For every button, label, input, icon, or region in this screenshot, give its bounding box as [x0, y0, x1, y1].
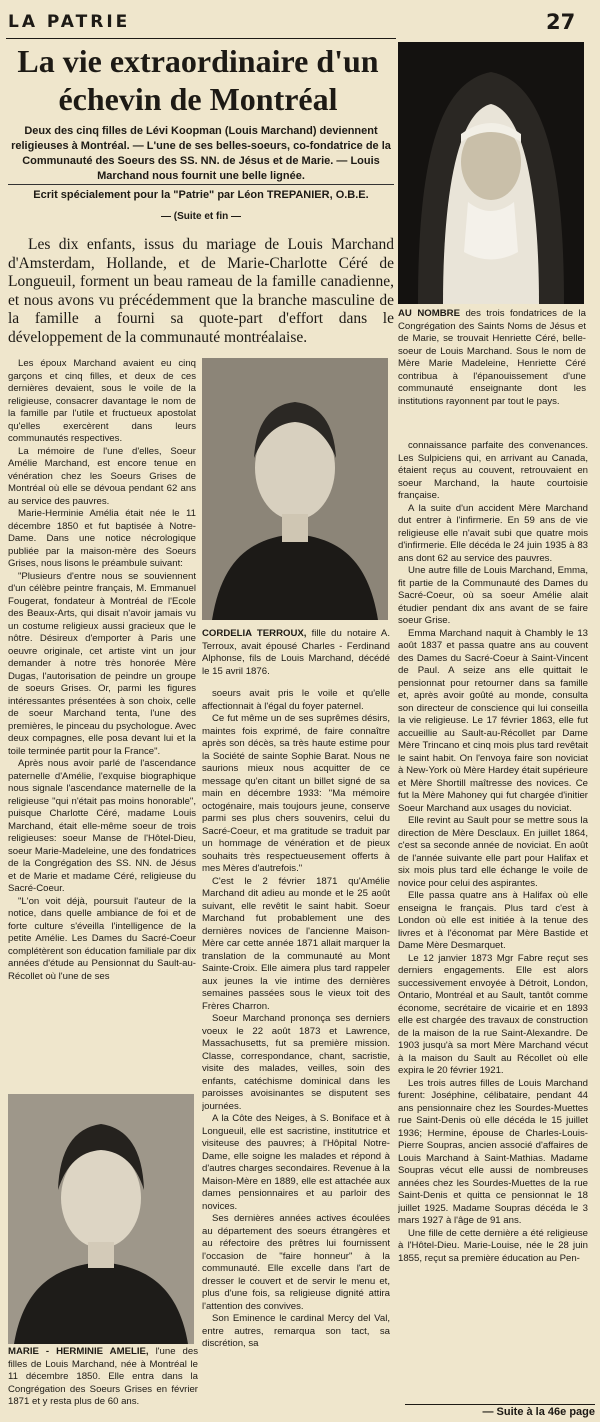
- col3-paragraph: Elle revint au Sault pour se mettre sous la direction de Mère Desclaux. En juillet 1864, c'est sa seconde année de noviciat. En août de l'année suivante elle part pour Halifax et six mois plus tard elle échange le voile de novice pour celui des aspirantes.: [398, 815, 588, 889]
- page-number: 27: [546, 10, 576, 34]
- cordelia-portrait-graphic: [202, 358, 388, 620]
- caption-cordelia: [202, 628, 390, 678]
- photo-herminie: [8, 1094, 194, 1344]
- deck-rule: [8, 184, 394, 185]
- column-1: [8, 358, 196, 1090]
- col3-paragraph: Une fille de cette dernière a été religieuse à l'Hôtel-Dieu. Marie-Louise, née le 28 juin 1855, reçut sa première éducation au Pen-: [398, 1227, 588, 1264]
- column-2: [202, 688, 390, 1416]
- suite-label: — (Suite et fin —: [161, 211, 241, 222]
- article-lede: Les dix enfants, issus du mariage de Louis Marchand d'Amsterdam, Hollande, et de Marie-Charlotte Céré de Longueuil, forment un beau rameau de la famille canadienne, et nous avons vu précédemment que la branche masculine de la famille a fourni sa quote-part d'effort dans le développement de la communauté montréalaise.: [8, 236, 394, 346]
- col3-paragraph: Les trois autres filles de Louis Marchand furent: Joséphine, célibataire, pendant 44 ans pensionnaire chez les Sourdes-Muettes rue Saint-Denis où elle décéda le 15 juillet 1936; Hermine, épouse de Charles-Louis-Pierre Soupras, ancien associé d'affaires de Louis Marchand à Saint-Mathias. Madame Soupras vécut elle aussi de nombreuses années chez les Sourdes-Muettes de la rue Saint-Denis et quitta ce pensionnat le 18 juillet 1925. Madame Soupras décéda le 3 mars 1927 à l'âge de 91 ans.: [398, 1077, 588, 1226]
- caption-nun: [398, 308, 586, 408]
- caption-herminie-name: MARIE - HERMINIE AMELIE,: [8, 1346, 149, 1357]
- col2-paragraph: Ses dernières années actives écoulées au département des soeurs étrangères et au réfectoire des prêtres lui fournissent l'occasion de "faire honneur" à la communauté. Elle excelle dans l'art de dresser le couvert et de servir le menu et, plus d'une fois, sa religieuse dignité attira l'attention des convives.: [202, 1213, 390, 1312]
- continued-rule: [405, 1404, 595, 1405]
- col3-paragraph: A la suite d'un accident Mère Marchand dut entrer à l'infirmerie. En 59 ans de vie religieuse elle n'avait subi que quatre mois d'infirmerie. Elle décéda le 24 juin 1935 à 83 ans dont 62 au service des pauvres.: [398, 502, 588, 564]
- publication-name: LA PATRIE: [8, 12, 131, 32]
- col1-paragraph: Les époux Marchand avaient eu cinq garçons et cinq filles, et deux de ces dernières devaient, sous le voile de la religieuse, consacrer davantage le nom de la famille par l'utile et fructueux apostolat qu'elles exercèrent dans leurs communautés respectives.: [8, 358, 196, 444]
- article-byline: Ecrit spécialement pour la "Patrie" par Léon TREPANIER, O.B.E.: [33, 189, 369, 201]
- caption-nun-text: des trois fondatrices de la Congrégation des Saints Noms de Jésus et de Marie, se trouvait Henriette Céré, belle-soeur de Louis Marchand. Sous le nom de Mère Marie Madeleine, Henriette Céré contribua à l'épanouissement d'une communauté enseignante dont les institutions rayonnent par tout le pays.: [398, 308, 586, 407]
- article-deck: Deux des cinq filles de Lévi Koopman (Louis Marchand) deviennent religieuses à Montréal. — L'une de ses belles-soeurs, co-fondatrice de la Communauté des Soeurs des SS. NN. de Jésus et de Marie. — Louis Marchand nous fournit une belle lignée.: [11, 125, 391, 182]
- continued-label: — Suite à la 46e page: [482, 1406, 595, 1418]
- herminie-portrait-graphic: [8, 1094, 194, 1344]
- caption-herminie: [8, 1346, 198, 1409]
- caption-nun-name: AU NOMBRE: [398, 308, 460, 319]
- header-rule: [6, 38, 396, 39]
- col1-paragraph: "Plusieurs d'entre nous se souviennent d'un célèbre peintre français, M. Emmanuel Fougerat, fondateur à Montréal de l'Ecole des Beaux-Arts, qui disait n'avoir jamais vu un costume religieux aussi gracieux que le nôtre. Désireux d'emporter à Paris une oeuvre originale, cet artiste vint un jour demander à notre très honorée Mère Dugas, l'autorisation de peindre un groupe de soeurs Grises. Or, parmi les figures intéressantes présentées à son choix, celle de soeur Marchand tenta, l'une des premières, le pinceau du psychologue. Avec deux compagnes, elle posa devant lui et la toile terminée partit pour la France".: [8, 570, 196, 757]
- col1-paragraph: "L'on voit déjà, poursuit l'auteur de la notice, dans quelle ambiance de foi et de forte culture s'éveilla l'intelligence de la petite Amélie. Les Dames du Sacré-Coeur complétèrent son éducation familiale par dix années d'étude au Pensionnat du Sault-au-Récollet où l'une de ses: [8, 895, 196, 982]
- caption-cordelia-name: CORDELIA TERROUX,: [202, 628, 307, 639]
- photo-nun: [398, 42, 584, 304]
- caption-cordelia-text: fille du notaire A. Terroux, avait épousé Charles - Ferdinand Alphonse, fils de Louis Marchand, décédé le 15 avril 1876.: [202, 628, 391, 677]
- col3-paragraph: Emma Marchand naquit à Chambly le 13 août 1837 et passa quatre ans au couvent des Dames du Sacré-Coeur à Saint-Vincent de Paul. A seize ans elle quittait le pensionnat pour retourner dans sa famille et, après avoir goûté au monde, consulta son directeur de conscience qui lui conseilla la vie religieuse. Le 17 février 1863, elle fut accueillie au Sault-au-Récollet par Dame Mère Trincano et cinq mois plus tard revêtait le saint habit. On l'envoya faire son noviciat à New-York où Mère Hardey était supérieure et Mère Shortill maîtresse des novices. Ce fut la Mère Mahoney qui fut chargée d'initier Soeur Marchand aux usages du noviciat.: [398, 627, 588, 814]
- col2-paragraph: Son Eminence le cardinal Mercy del Val, entre autres, remarqua son tact, sa discrétion, sa: [202, 1313, 390, 1349]
- col2-paragraph: soeurs avait pris le voile et qu'elle affectionnait à l'égal du foyer paternel.: [202, 688, 390, 712]
- col2-paragraph: Soeur Marchand prononça ses derniers voeux le 22 août 1873 et Lawrence, Massachusetts, fut sa première mission. Classe, correspondance, chant, sacristie, visite des malades, veilles, soin des enfants, catéchisme dominical dans les paroisses avoisinantes se disputent ses journées.: [202, 1013, 390, 1112]
- article-title: La vie extraordinaire d'un échevin de Montréal: [17, 43, 379, 117]
- col3-paragraph: Le 12 janvier 1873 Mgr Fabre reçut ses derniers engagements. Elle est alors successivement envoyée à Détroit, London, Ontario, Montréal et au Sault, tantôt comme économe, secrétaire de vicairie et en 1893 elle est chargée des travaux de construction de la maison de la rue Saint-Alexandre. De 1903 jusqu'à sa mort Mère Marchand vécut à la maison du Sault au Récollet où elle expira le 20 février 1921.: [398, 952, 588, 1076]
- caption-herminie-text: l'une des filles de Louis Marchand, née à Montréal le 11 décembre 1850. Elle entra dans la Congrégation des Soeurs Grises en février 1871 et y resta plus de 60 ans.: [8, 1346, 198, 1407]
- col3-paragraph: connaissance parfaite des convenances. Les Sulpiciens qui, en arrivant au Canada, étaient reçus au couvent, retrouvaient en soeur Marchand, la haute courtoisie française.: [398, 440, 588, 501]
- col2-paragraph: Ce fut même un de ses suprêmes désirs, maintes fois exprimé, de faire connaître après son décès, sa très haute estime pour la Société de sainte Sophie Barat. Nous ne saurions mieux nous acquitter de ce message qu'en citant un billet signé de sa main en décembre 1933: "Ma mémoire octogénaire, mais toujours jeune, conserve parmi ses plus chers souvenirs, celui du Sacré-Coeur, et ma gratitude se traduit par un hommage de vénération et de pieux souhaits très respectueusement offerts à mes Mères d'autrefois.": [202, 713, 390, 874]
- col3-paragraph: Elle passa quatre ans à Halifax où elle enseigna le français. Plus tard c'est à London où elle est initiée à la tenue des livres et à l'économat par Mère Bastide et Dame Mère Desmarquet.: [398, 890, 588, 951]
- column-3: [398, 440, 588, 1402]
- col1-paragraph: La mémoire de l'une d'elles, Soeur Amélie Marchand, est encore tenue en vénération chez les Soeurs Grises de Montréal où elle se dévoua pendant 62 ans au service des pauvres.: [8, 445, 196, 507]
- photo-cordelia: [202, 358, 388, 620]
- nun-portrait-graphic: [398, 42, 584, 304]
- col2-paragraph: A la Côte des Neiges, à S. Boniface et à Longueuil, elle est sacristine, institutrice et visiteuse des pauvres; à l'Hôpital Notre-Dame, elle soigne les malades et répond à d'autres charges secondaires. Revenue à la Maison-Mère en 1889, elle est attachée aux dames pensionnaires et au parloir des novices.: [202, 1113, 390, 1212]
- col3-paragraph: Une autre fille de Louis Marchand, Emma, fit partie de la Communauté des Dames du Sacré-Coeur, où sa soeur Amélie alait étudier pendant dix ans avant de se faire soeur Grise.: [398, 565, 588, 626]
- col1-paragraph: Après nous avoir parlé de l'ascendance paternelle d'Amélie, l'exquise biographique nous signale l'ascendance maternelle de la religieuse "qui n'était pas moins honorable", puisque Charlotte Céré, madame Louis Marchand, était elle-même soeur de trois religieuses: soeur Manse de l'Hôtel-Dieu, soeur Marie-Madeleine, une des fondatrices de la Congrégation des SS. NN. de Jésus et de Marie et madame Céré, religieuse du Sacré-Coeur.: [8, 758, 196, 894]
- col1-paragraph: Marie-Herminie Amélia était née le 11 décembre 1850 et fut baptisée à Notre-Dame. Dans une notice nécrologique publiée par la maison-mère des Soeurs Grises, nous lisons le préambule suivant:: [8, 508, 196, 569]
- col2-paragraph: C'est le 2 février 1871 qu'Amélie Marchand dit adieu au monde et le 25 août suivant, elle revêtit le saint habit. Soeur Marchand fut probablement une des dernières novices de l'ancienne Maison-Mère car cette année 1871 allait marquer la translation de la communauté au Mont Sainte-Croix. Elle aimera plus tard rappeler aux jeunes la vie intime des dernières semaines passées sous le vieux toit des Frères Charron.: [202, 875, 390, 1012]
